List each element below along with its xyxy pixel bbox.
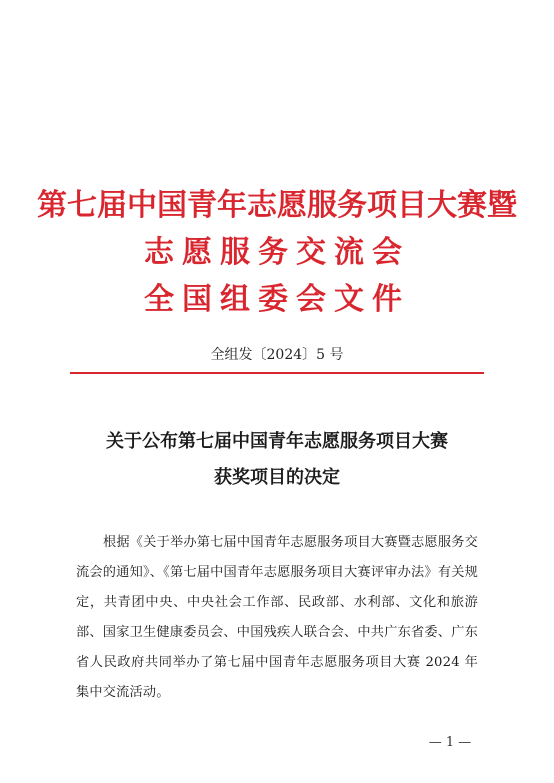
body-paragraph: 根据《关于举办第七届中国青年志愿服务项目大赛暨志愿服务交流会的通知》、《第七届中国青年志愿服务项目大赛评审办法》有关规定，共青团中央、中央社会工作部、民政部、水利部、文化和旅游部、国家卫生健康委员会、中国残疾人联合会、中共广东省委、广东省人民政府共同举办了第七届中国青年志愿服务项目大赛 2024 年集中交流活动。 bbox=[76, 535, 478, 700]
document-number: 全组发〔2024〕5 号 bbox=[210, 347, 344, 363]
page-number: — 1 — bbox=[428, 735, 472, 750]
issuer-title-line-1: 第七届中国青年志愿服务项目大赛暨 bbox=[37, 188, 517, 223]
red-divider-line bbox=[70, 372, 484, 374]
decision-title-line-1: 关于公布第七届中国青年志愿服务项目大赛 bbox=[106, 431, 448, 452]
issuer-title-line-2: 志愿服务交流会 bbox=[144, 235, 410, 270]
issuer-title-line-3: 全国组委会文件 bbox=[144, 282, 410, 317]
decision-title-line-2: 获奖项目的决定 bbox=[214, 467, 340, 488]
